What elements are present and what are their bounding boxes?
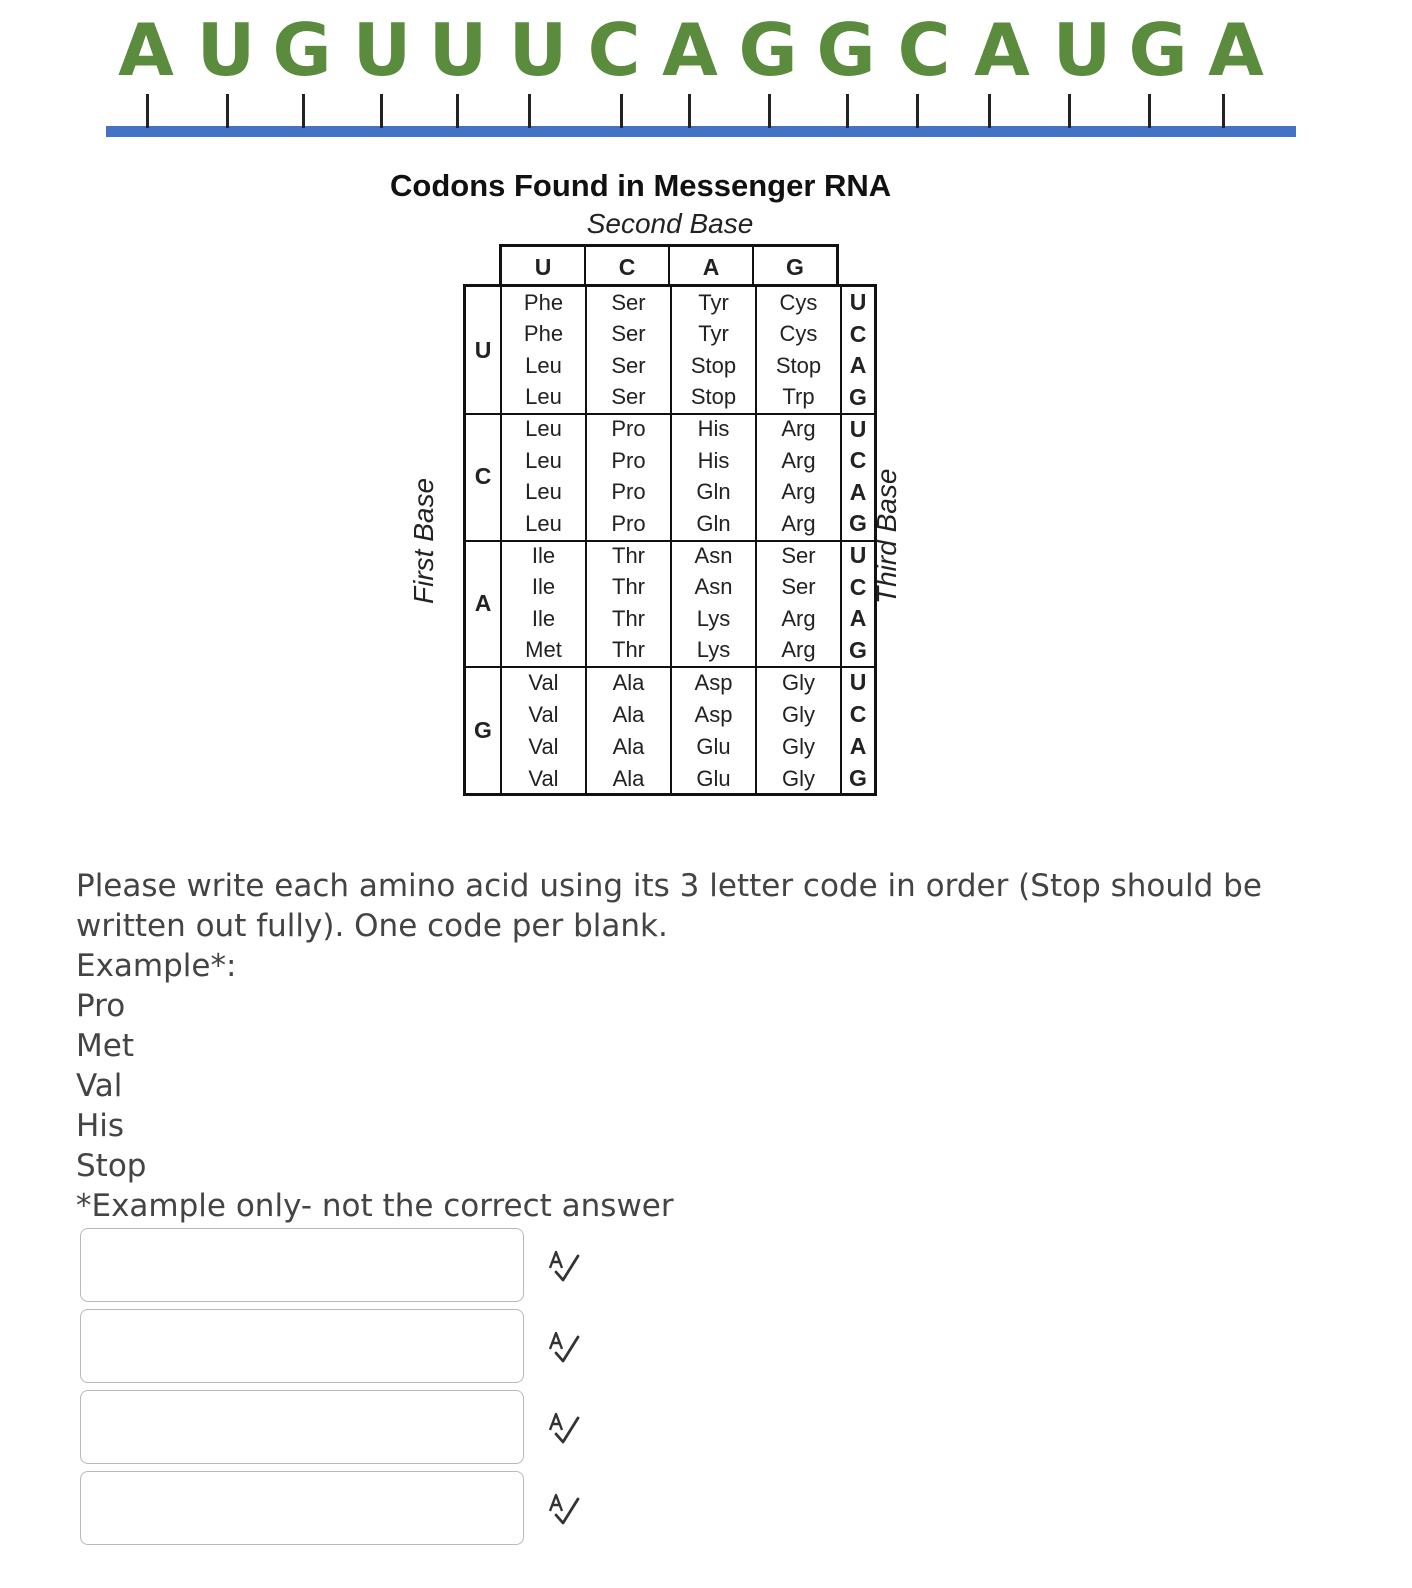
amino-acid-cell: Glu bbox=[696, 733, 731, 759]
strand-tick bbox=[1068, 94, 1071, 128]
third-base-letter: A bbox=[849, 352, 867, 379]
mrna-base: U bbox=[1052, 8, 1112, 92]
third-base-letter: C bbox=[849, 320, 867, 347]
third-base-column bbox=[842, 414, 874, 540]
third-base-letter: G bbox=[849, 383, 867, 410]
amino-acid-cell: Ser bbox=[611, 352, 646, 378]
strand-tick bbox=[302, 94, 305, 128]
amino-acid-cell: Val bbox=[528, 669, 559, 695]
second-base-a: A bbox=[670, 247, 754, 284]
amino-acid-cell: Thr bbox=[612, 605, 645, 631]
amino-acid-cell: Pro bbox=[611, 510, 646, 536]
amino-acid-cell: Asn bbox=[694, 542, 733, 568]
third-base-letter: U bbox=[849, 542, 867, 569]
codon-column bbox=[587, 540, 672, 666]
second-base-u: U bbox=[502, 247, 586, 284]
strand-tick bbox=[380, 94, 383, 128]
third-base-letter: U bbox=[849, 669, 867, 695]
amino-acid-cell: Pro bbox=[611, 416, 646, 442]
strand-tick bbox=[528, 94, 531, 128]
mrna-base: G bbox=[272, 8, 332, 92]
amino-acid-cell: Gly bbox=[782, 701, 815, 727]
codon-column bbox=[672, 667, 757, 795]
amino-acid-cell: Ile bbox=[531, 574, 556, 600]
codon-cells bbox=[502, 540, 842, 666]
mrna-base: A bbox=[1208, 8, 1264, 92]
amino-acid-cell: Val bbox=[528, 701, 559, 727]
amino-acid-cell: Leu bbox=[525, 384, 562, 410]
answer-input-1[interactable] bbox=[80, 1228, 524, 1302]
third-base-letter: U bbox=[849, 289, 867, 316]
amino-acid-cell: Gln bbox=[696, 510, 731, 536]
spellcheck-icon[interactable] bbox=[544, 1408, 584, 1448]
amino-acid-cell: Leu bbox=[525, 416, 562, 442]
amino-acid-cell: Asp bbox=[694, 701, 733, 727]
amino-acid-cell: Stop bbox=[690, 352, 737, 378]
codon-column bbox=[757, 540, 842, 666]
answer-row-1 bbox=[80, 1228, 640, 1302]
example-item: Val bbox=[76, 1068, 123, 1104]
mrna-base: A bbox=[118, 8, 174, 92]
amino-acid-cell: Val bbox=[528, 733, 559, 759]
first-base-letter: U bbox=[466, 287, 502, 413]
example-item: Pro bbox=[76, 988, 126, 1024]
codon-column bbox=[757, 287, 842, 413]
third-base-letter: C bbox=[849, 701, 867, 727]
mrna-base: A bbox=[662, 8, 718, 92]
amino-acid-cell: Gly bbox=[782, 669, 815, 695]
mrna-base: G bbox=[816, 8, 876, 92]
third-base-letter: A bbox=[849, 733, 867, 759]
codon-column bbox=[502, 540, 587, 666]
example-item: Met bbox=[76, 1028, 134, 1064]
amino-acid-cell: Ser bbox=[611, 289, 646, 315]
example-label: Example*: bbox=[76, 948, 237, 984]
amino-acid-cell: Asn bbox=[694, 574, 733, 600]
amino-acid-cell: Arg bbox=[781, 479, 816, 505]
mrna-base: A bbox=[974, 8, 1030, 92]
amino-acid-cell: Arg bbox=[781, 447, 816, 473]
amino-acid-cell: Arg bbox=[781, 510, 816, 536]
strand-tick bbox=[1148, 94, 1151, 128]
codon-column bbox=[672, 414, 757, 540]
table-title: Codons Found in Messenger RNA bbox=[390, 168, 892, 203]
mrna-base: G bbox=[1128, 8, 1188, 92]
third-base-letter: A bbox=[849, 478, 867, 505]
first-base-block bbox=[466, 540, 874, 668]
third-base-column bbox=[842, 667, 874, 795]
amino-acid-cell: Thr bbox=[612, 574, 645, 600]
amino-acid-cell: Pro bbox=[611, 447, 646, 473]
third-base-letter: G bbox=[849, 636, 867, 663]
amino-acid-cell: Arg bbox=[781, 416, 816, 442]
second-base-g: G bbox=[786, 254, 804, 280]
spellcheck-icon[interactable] bbox=[544, 1489, 584, 1529]
answer-row-2 bbox=[80, 1309, 640, 1383]
example-item: Stop bbox=[76, 1148, 147, 1184]
amino-acid-cell: Ile bbox=[531, 605, 556, 631]
third-base-letter: A bbox=[849, 605, 867, 632]
codon-cells bbox=[502, 414, 842, 540]
mrna-base: U bbox=[352, 8, 412, 92]
third-base-column bbox=[842, 540, 874, 666]
third-base-letter: C bbox=[849, 447, 867, 474]
amino-acid-cell: Phe bbox=[523, 321, 564, 347]
amino-acid-cell: Leu bbox=[525, 447, 562, 473]
amino-acid-cell: Gly bbox=[782, 733, 815, 759]
second-base-header bbox=[499, 244, 839, 284]
strand-tick bbox=[226, 94, 229, 128]
spellcheck-icon[interactable] bbox=[544, 1327, 584, 1367]
amino-acid-cell: Ser bbox=[611, 384, 646, 410]
amino-acid-cell: Gly bbox=[782, 765, 815, 791]
answer-input-4[interactable] bbox=[80, 1471, 524, 1545]
amino-acid-cell: His bbox=[697, 447, 730, 473]
amino-acid-cell: Ala bbox=[612, 765, 645, 791]
answer-input-3[interactable] bbox=[80, 1390, 524, 1464]
amino-acid-cell: Leu bbox=[525, 479, 562, 505]
instructions bbox=[76, 866, 1366, 1226]
amino-acid-cell: Leu bbox=[525, 352, 562, 378]
strand-tick bbox=[988, 94, 991, 128]
strand-tick bbox=[1222, 94, 1225, 128]
codon-table bbox=[463, 284, 877, 796]
example-note: *Example only- not the correct answer bbox=[76, 1188, 674, 1224]
third-base-letter: C bbox=[849, 573, 867, 600]
amino-acid-cell: Ser bbox=[611, 321, 646, 347]
first-base-letter: A bbox=[466, 540, 502, 666]
strand-backbone bbox=[106, 126, 1296, 137]
second-base-label: Second Base bbox=[586, 208, 754, 239]
amino-acid-cell: Lys bbox=[696, 637, 731, 663]
first-base-block bbox=[466, 287, 874, 415]
amino-acid-cell: Gln bbox=[696, 479, 731, 505]
mrna-base: C bbox=[587, 8, 641, 92]
first-base-letter: C bbox=[466, 414, 502, 540]
amino-acid-cell: Phe bbox=[523, 289, 564, 315]
codon-column bbox=[587, 414, 672, 540]
third-base-letter: G bbox=[849, 765, 867, 791]
amino-acid-cell: Tyr bbox=[698, 321, 729, 347]
amino-acid-cell: Ser bbox=[781, 574, 816, 600]
codon-column bbox=[672, 287, 757, 413]
first-base-letter: G bbox=[466, 667, 502, 795]
codon-column bbox=[587, 667, 672, 795]
amino-acid-cell: Ala bbox=[612, 701, 645, 727]
amino-acid-cell: Stop bbox=[690, 384, 737, 410]
third-base-column bbox=[842, 287, 874, 413]
amino-acid-cell: Leu bbox=[525, 510, 562, 536]
amino-acid-cell: Thr bbox=[612, 542, 645, 568]
codon-cells bbox=[502, 667, 842, 795]
amino-acid-cell: Ala bbox=[612, 669, 645, 695]
mrna-base: U bbox=[428, 8, 488, 92]
mrna-base: U bbox=[508, 8, 568, 92]
third-base-letter: U bbox=[849, 415, 867, 442]
codon-column bbox=[587, 287, 672, 413]
strand-tick bbox=[846, 94, 849, 128]
third-base-label: Third Base bbox=[871, 468, 902, 604]
mrna-strand bbox=[0, 0, 1412, 150]
amino-acid-cell: Ala bbox=[612, 733, 645, 759]
amino-acid-cell: Ile bbox=[531, 542, 556, 568]
first-base-block bbox=[466, 667, 874, 795]
amino-acid-cell: Pro bbox=[611, 479, 646, 505]
amino-acid-cell: Trp bbox=[782, 384, 815, 410]
spellcheck-icon[interactable] bbox=[544, 1246, 584, 1286]
codon-column bbox=[502, 287, 587, 413]
first-base-block bbox=[466, 414, 874, 542]
amino-acid-cell: Lys bbox=[696, 605, 731, 631]
strand-tick bbox=[916, 94, 919, 128]
codon-column bbox=[757, 414, 842, 540]
amino-acid-cell: Val bbox=[528, 765, 559, 791]
amino-acid-cell: Thr bbox=[612, 637, 645, 663]
codon-column bbox=[672, 540, 757, 666]
codon-column bbox=[502, 667, 587, 795]
second-base-c: C bbox=[586, 247, 670, 284]
third-base-letter: G bbox=[849, 510, 867, 537]
codon-column bbox=[757, 667, 842, 795]
answer-row-3 bbox=[80, 1390, 640, 1464]
strand-tick bbox=[146, 94, 149, 128]
amino-acid-cell: Cys bbox=[779, 321, 818, 347]
amino-acid-cell: Cys bbox=[779, 289, 818, 315]
codon-column bbox=[502, 414, 587, 540]
codon-cells bbox=[502, 287, 842, 413]
strand-tick bbox=[688, 94, 691, 128]
amino-acid-cell: Stop bbox=[775, 352, 822, 378]
mrna-base: U bbox=[196, 8, 256, 92]
amino-acid-cell: Ser bbox=[781, 542, 816, 568]
strand-tick bbox=[456, 94, 459, 128]
answer-row-4 bbox=[80, 1471, 640, 1545]
strand-tick bbox=[768, 94, 771, 128]
example-item: His bbox=[76, 1108, 125, 1144]
amino-acid-cell: Glu bbox=[696, 765, 731, 791]
answer-input-2[interactable] bbox=[80, 1309, 524, 1383]
amino-acid-cell: His bbox=[697, 416, 730, 442]
mrna-base: C bbox=[897, 8, 951, 92]
strand-tick bbox=[620, 94, 623, 128]
amino-acid-cell: Tyr bbox=[698, 289, 729, 315]
amino-acid-cell: Asp bbox=[694, 669, 733, 695]
amino-acid-cell: Arg bbox=[781, 637, 816, 663]
first-base-label: First Base bbox=[408, 477, 439, 604]
instruction-prompt: Please write each amino acid using its 3 letter code in order (Stop should be written out fully). One code per blank. bbox=[76, 868, 1262, 944]
amino-acid-cell: Met bbox=[525, 637, 562, 663]
mrna-base: G bbox=[738, 8, 798, 92]
amino-acid-cell: Arg bbox=[781, 605, 816, 631]
